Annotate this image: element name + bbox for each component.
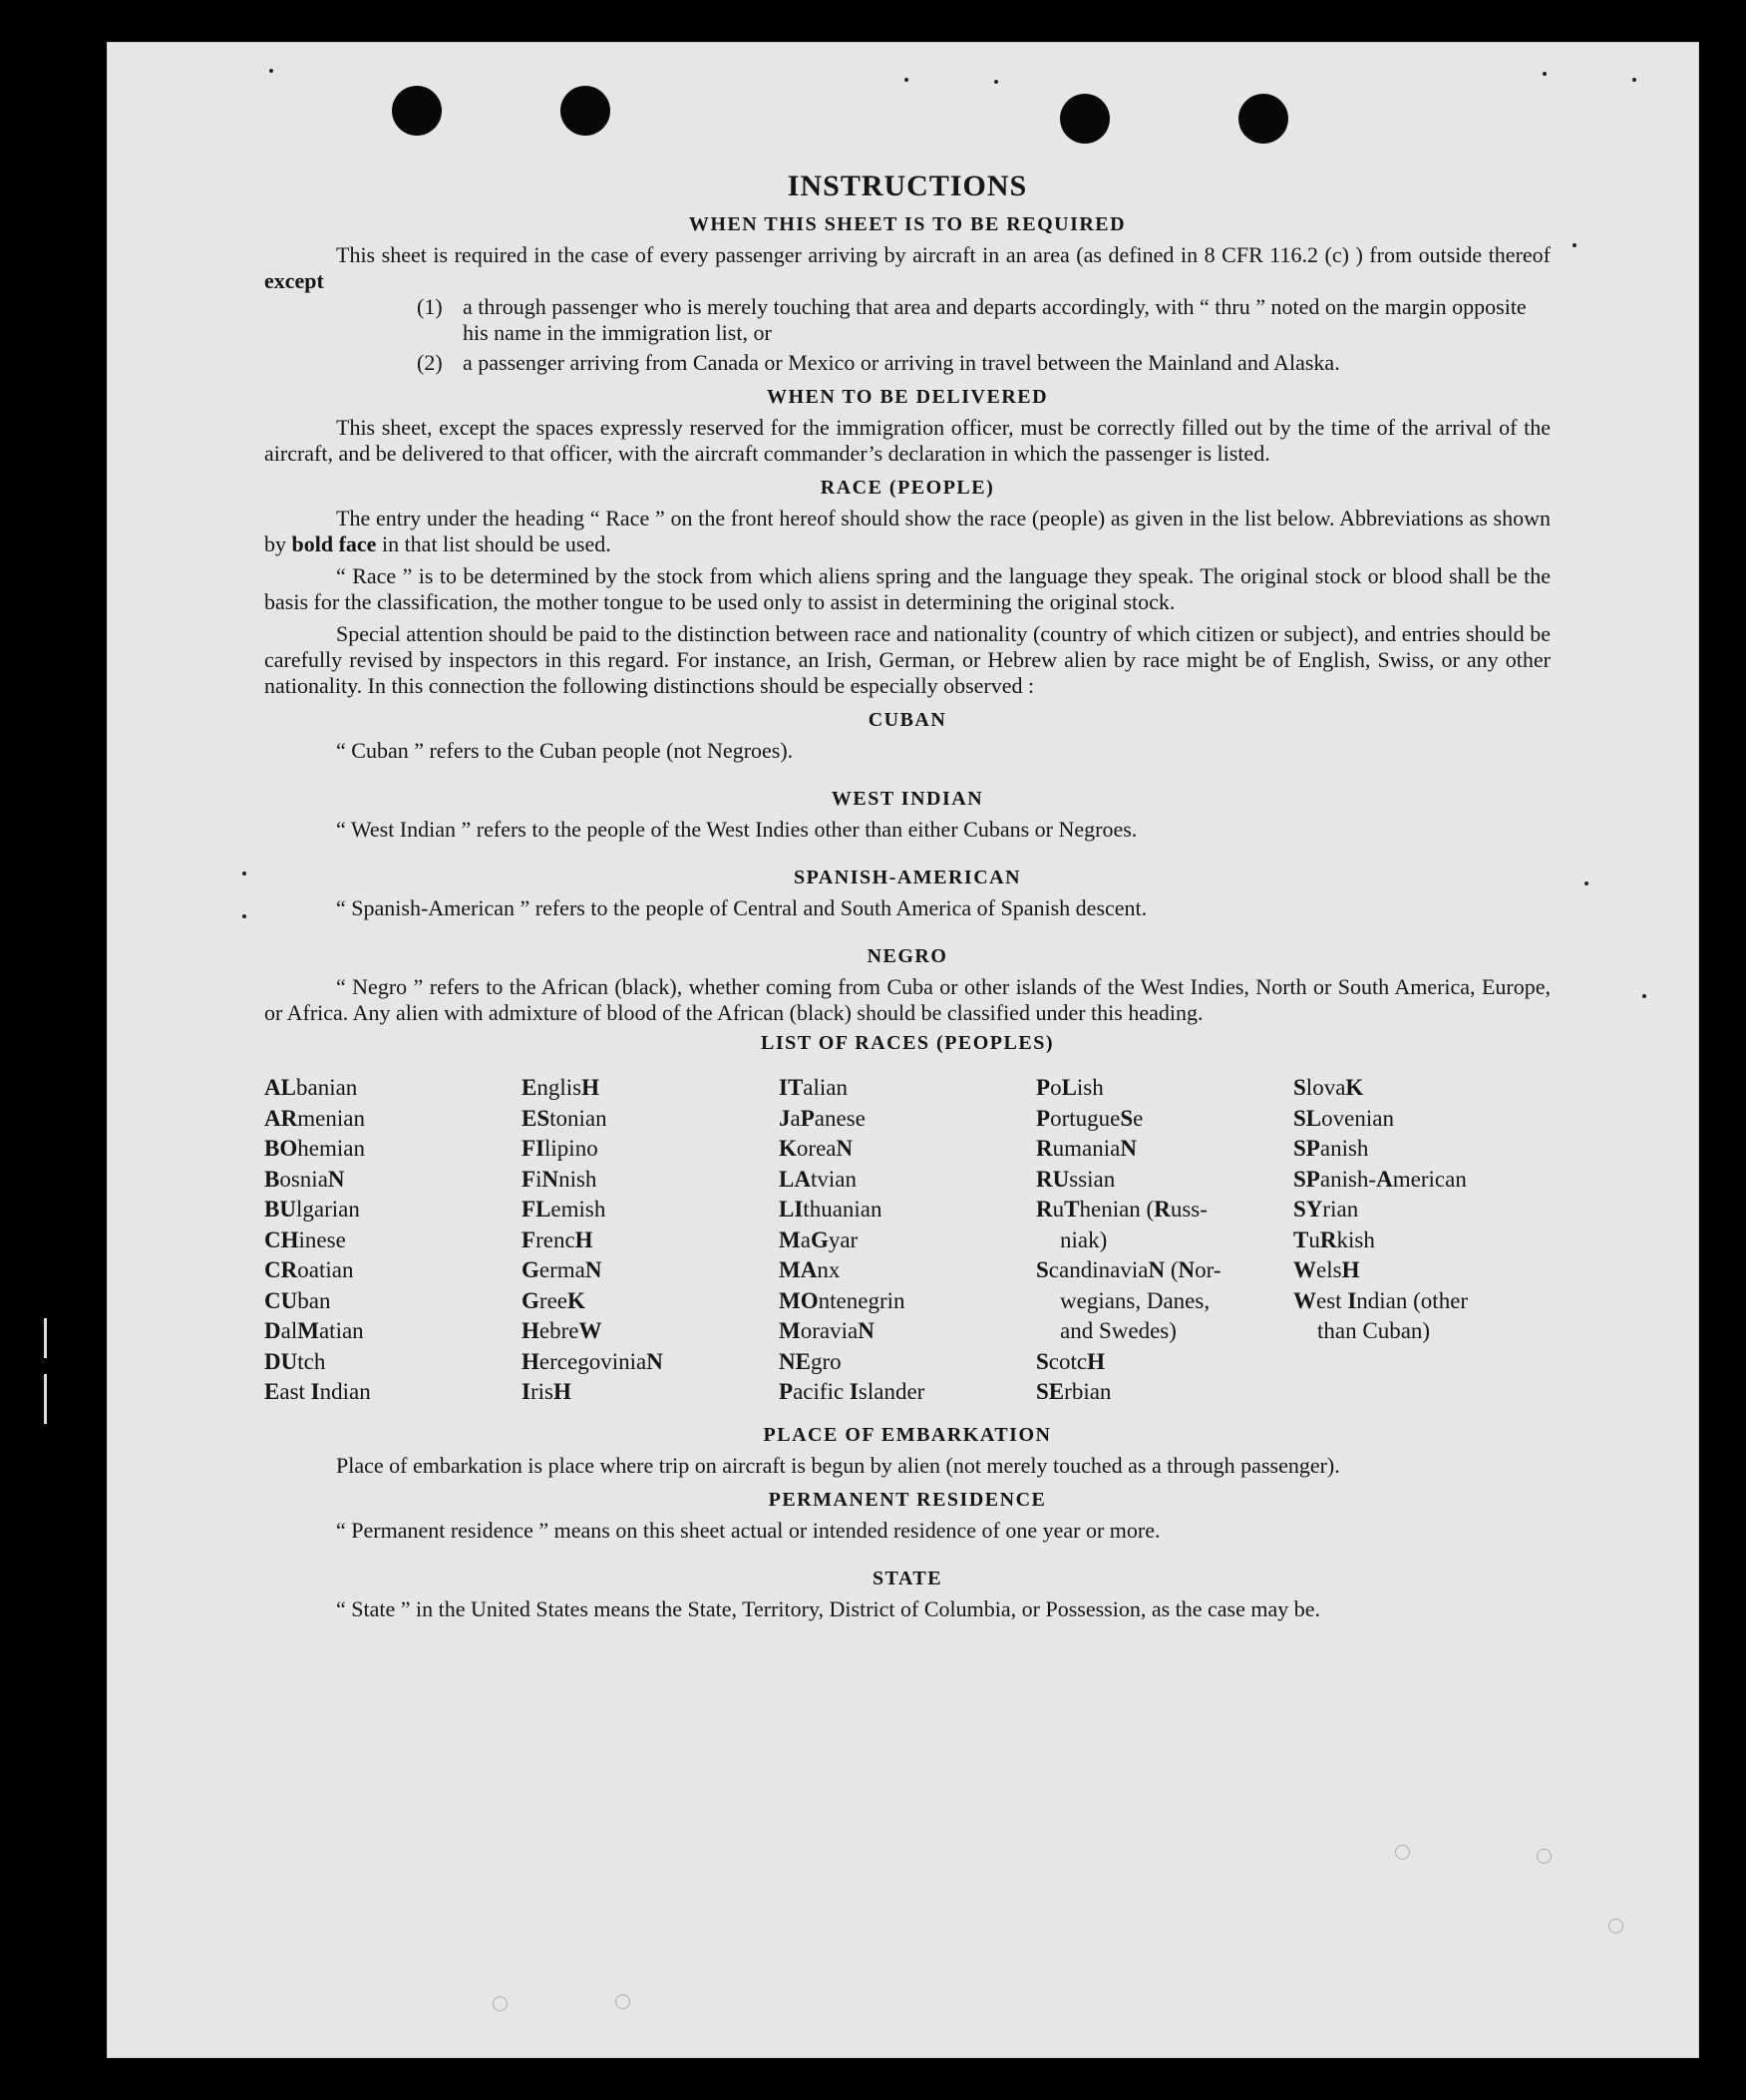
dust-speck — [1632, 78, 1636, 82]
spanish-american-text: “ Spanish-American ” refers to the people of Central and South America of Spanish descent. — [336, 895, 1148, 920]
race-entry: PoLish — [1036, 1075, 1104, 1100]
race-entry: CHinese — [264, 1226, 346, 1252]
race-entry: TuRkish — [1293, 1226, 1375, 1252]
races-list — [264, 1073, 1551, 1408]
race-entry: CUban — [264, 1287, 331, 1313]
section-heading-race: RACE (PEOPLE) — [820, 477, 995, 499]
punch-hole — [392, 86, 442, 136]
race-entry: FrencH — [522, 1226, 593, 1252]
race-entry: FIlipino — [522, 1136, 598, 1161]
race-entry: BOhemian — [264, 1136, 365, 1161]
dust-speck — [1572, 243, 1576, 247]
race-paragraph-1: The entry under the heading “ Race ” on the front hereof should show the race (people) as given in the list below. Abbreviations as shown by bold face in that list should be used. — [264, 506, 1551, 556]
race-entry: ScotcH — [1036, 1348, 1106, 1374]
race-entry: East Indian — [264, 1379, 371, 1404]
race-entry: SPanish — [1293, 1136, 1369, 1161]
section-heading-when-delivered: WHEN TO BE DELIVERED — [766, 386, 1049, 408]
dust-speck — [994, 80, 998, 84]
race-entry: JaPanese — [779, 1105, 866, 1131]
races-column — [1293, 1073, 1551, 1408]
paper-mark — [1608, 1919, 1623, 1933]
dust-speck — [1584, 881, 1588, 885]
paper-mark — [1395, 1845, 1410, 1860]
races-column — [264, 1073, 522, 1408]
race-entry: MOntenegrin — [779, 1287, 905, 1313]
race-entry: SlovaK — [1293, 1075, 1364, 1100]
race-entry: SPanish-American — [1293, 1166, 1467, 1192]
section-heading-west-indian: WEST INDIAN — [831, 788, 984, 810]
race-entry: WelsH — [1293, 1257, 1360, 1282]
race-entry: RUssian — [1036, 1166, 1116, 1192]
section-heading-negro: NEGRO — [867, 945, 948, 967]
race-entry: West Indian (other than Cuban) — [1293, 1287, 1469, 1343]
exception-number: (1) — [417, 294, 443, 319]
embarkation-text: Place of embarkation is place where trip on aircraft is begun by alien (not merely touched as a through passenger). — [336, 1452, 1340, 1478]
punch-hole — [560, 86, 610, 136]
race-entry: NEgro — [779, 1348, 842, 1374]
dust-speck — [269, 69, 273, 73]
paper-mark — [1537, 1849, 1552, 1864]
race-entry: SLovenian — [1293, 1105, 1394, 1131]
when-required-text: This sheet is required in the case of every passenger arriving by aircraft in an area (as defined in 8 CFR 116.2 (c) ) from outside thereof except — [264, 242, 1551, 293]
race-entry: SErbian — [1036, 1379, 1112, 1404]
exception-number: (2) — [417, 350, 443, 375]
negro-text: “ Negro ” refers to the African (black), whether coming from Cuba or other islands of the West Indies, North or South America, Europe, or Africa. Any alien with admixture of blood of the African (black) should be classified under this heading. — [264, 974, 1551, 1025]
races-column — [779, 1073, 1036, 1408]
page-title: INSTRUCTIONS — [787, 170, 1028, 202]
race-entry: GreeK — [522, 1287, 585, 1313]
when-delivered-text: This sheet, except the spaces expressly reserved for the immigration officer, must be correctly filled out by the time of the arrival of the aircraft, and be delivered to that officer, with the aircraft commander’s declaration in which the passenger is listed. — [264, 415, 1551, 466]
exception-item — [417, 294, 1551, 346]
exception-text: a through passenger who is merely touching that area and departs accordingly, with “ thru ” noted on the margin opposite his name in the immigration list, or — [463, 294, 1527, 345]
section-heading-cuban: CUBAN — [868, 709, 947, 731]
punch-hole — [1060, 94, 1110, 144]
race-entry: ALbanian — [264, 1075, 358, 1100]
races-column — [1036, 1073, 1293, 1408]
west-indian-text: “ West Indian ” refers to the people of the West Indies other than either Cubans or Negroes. — [336, 817, 1138, 842]
race-entry: FiNnish — [522, 1166, 597, 1192]
paper-mark — [493, 1996, 508, 2011]
exception-text: a passenger arriving from Canada or Mexico or arriving in travel between the Mainland and Alaska. — [463, 350, 1340, 375]
race-entry: MAnx — [779, 1257, 841, 1282]
section-heading-embarkation: PLACE OF EMBARKATION — [763, 1423, 1052, 1446]
race-entry: Pacific Islander — [779, 1379, 925, 1404]
race-paragraph-2: “ Race ” is to be determined by the stock from which aliens spring and the language they speak. The original stock or blood shall be the basis for the classification, the mother tongue to be used only to assist in determining the original stock. — [264, 563, 1551, 614]
paper-mark — [615, 1994, 630, 2009]
race-entry: BosniaN — [264, 1166, 345, 1192]
state-text: “ State ” in the United States means the State, Territory, District of Columbia, or Possession, as the case may be. — [336, 1595, 1321, 1621]
races-column — [522, 1073, 779, 1408]
except-word: except — [264, 268, 324, 293]
exception-item — [417, 350, 1551, 376]
race-entry: RumaniaN — [1036, 1136, 1137, 1161]
section-heading-spanish-american: SPANISH-AMERICAN — [793, 867, 1022, 888]
race-entry: HebreW — [522, 1318, 602, 1343]
section-heading-state: STATE — [872, 1567, 943, 1589]
permanent-residence-text: “ Permanent residence ” means on this sheet actual or intended residence of one year or more. — [336, 1517, 1161, 1543]
race-entry: ScandinaviaN (Nor- wegians, Danes, and Swedes) — [1036, 1257, 1222, 1343]
dust-speck — [904, 78, 908, 82]
bold-face-phrase: bold face — [291, 531, 377, 556]
race-entry: FLemish — [522, 1197, 606, 1222]
race-entry: EStonian — [522, 1105, 607, 1131]
dust-speck — [1642, 994, 1646, 998]
race-entry: EnglisH — [522, 1075, 599, 1100]
race-paragraph-3: Special attention should be paid to the distinction between race and nationality (country of which citizen or subject), and entries should be carefully revised by inspectors in this regard. For instance, an Irish, German, or Hebrew alien by race might be of English, Swiss, or any other nationality. In this connection the following distinctions should be especially observed : — [264, 621, 1551, 698]
section-heading-permanent-residence: PERMANENT RESIDENCE — [768, 1488, 1047, 1511]
race-entry: PortugueSe — [1036, 1105, 1144, 1131]
dust-speck — [1543, 72, 1547, 76]
cuban-text: “ Cuban ” refers to the Cuban people (not Negroes). — [336, 738, 794, 763]
race-entry: GermaN — [522, 1257, 602, 1282]
race-entry: BUlgarian — [264, 1197, 360, 1222]
instructions-content — [264, 170, 1551, 1622]
race-entry: IrisH — [522, 1379, 571, 1404]
dust-speck — [242, 914, 246, 918]
race-entry: MoraviaN — [779, 1318, 874, 1343]
film-edge-mark — [44, 1318, 47, 1358]
race-entry: RuThenian (Russ- niak) — [1036, 1197, 1208, 1252]
race-entry: MaGyar — [779, 1226, 859, 1252]
race-entry: DalMatian — [264, 1318, 364, 1343]
race-entry: ARmenian — [264, 1105, 365, 1131]
race-entry: KoreaN — [779, 1136, 854, 1161]
section-heading-when-required: WHEN THIS SHEET IS TO BE REQUIRED — [688, 213, 1127, 235]
race-entry: ITalian — [779, 1075, 849, 1100]
race-entry: CRoatian — [264, 1257, 354, 1282]
film-edge-mark — [44, 1374, 47, 1424]
race-entry: LIthuanian — [779, 1197, 882, 1222]
race-entry: SYrian — [1293, 1197, 1359, 1222]
punch-hole — [1238, 94, 1288, 144]
section-heading-list-of-races: LIST OF RACES (PEOPLES) — [760, 1032, 1054, 1054]
race-entry: DUtch — [264, 1348, 326, 1374]
race-entry: HercegoviniaN — [522, 1348, 663, 1374]
race-entry: LAtvian — [779, 1166, 857, 1192]
dust-speck — [242, 872, 246, 875]
